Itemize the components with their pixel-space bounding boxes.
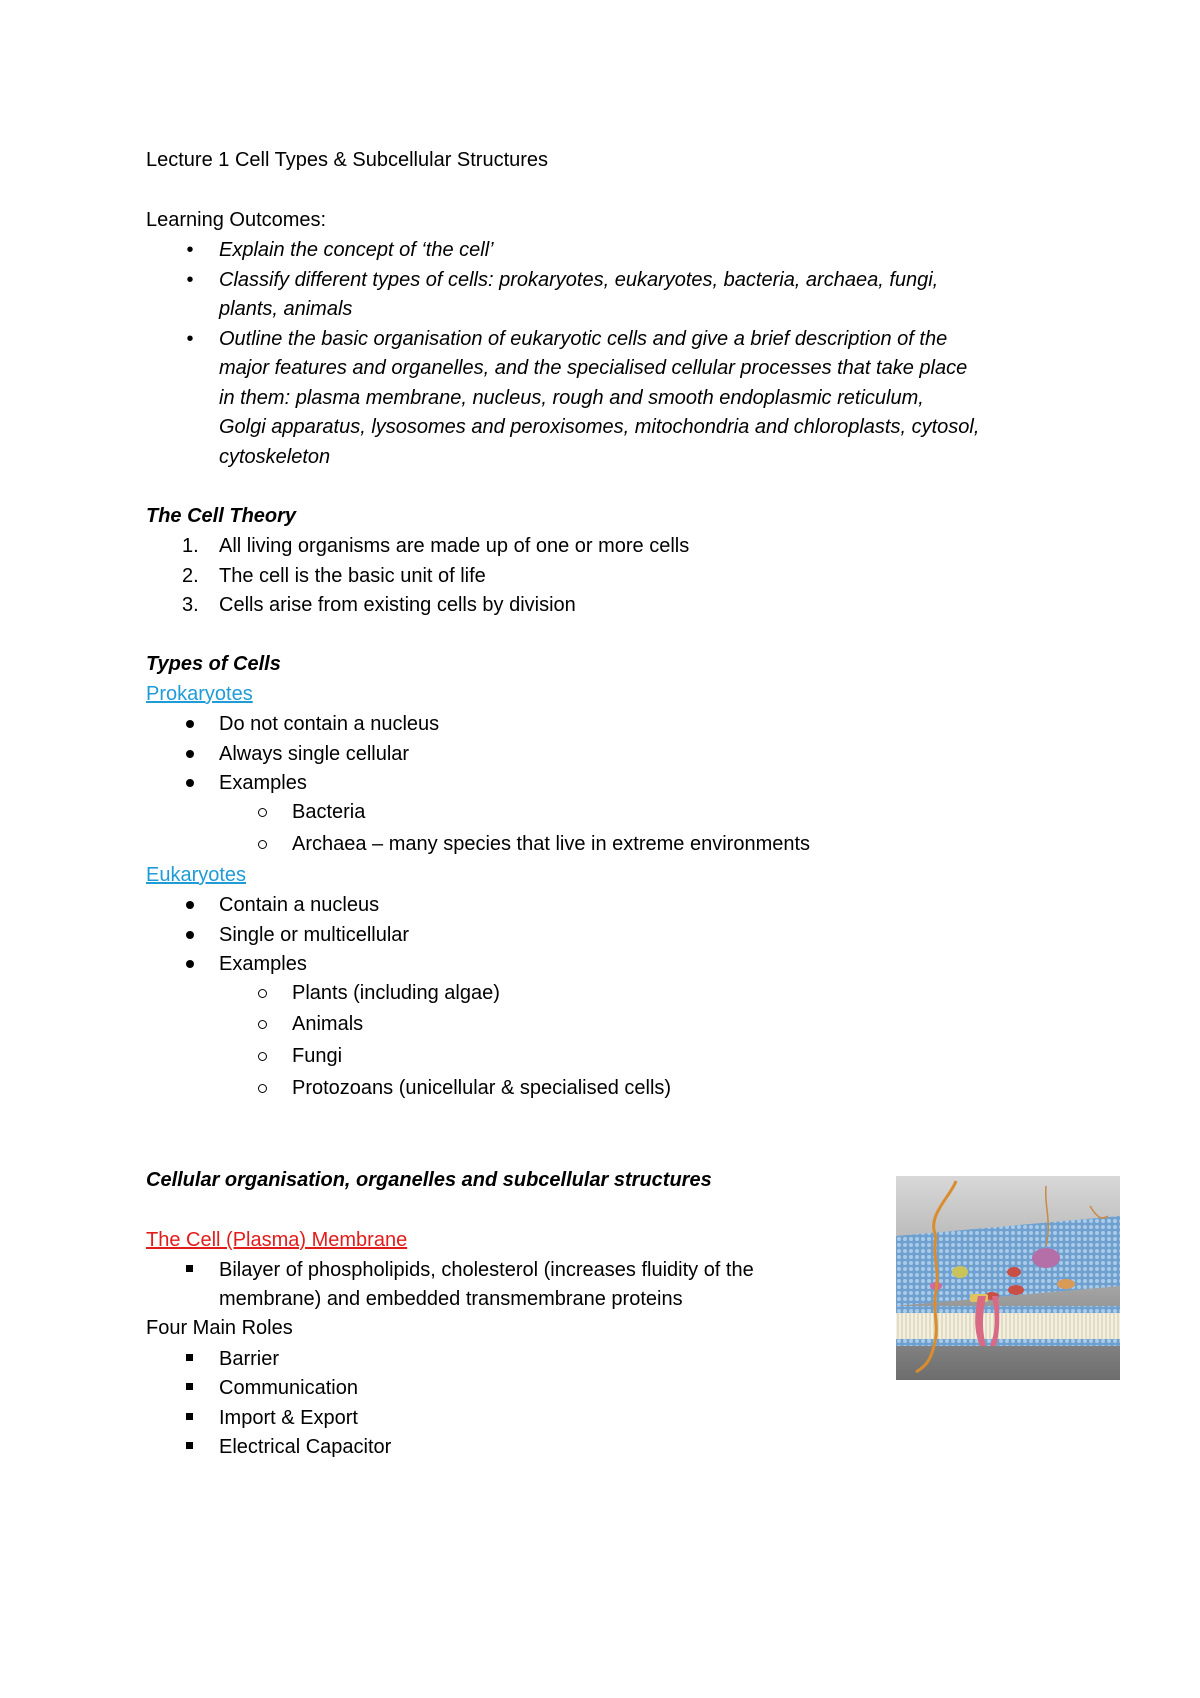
role-2: Communication [219,1377,358,1399]
eukaryotes-item-1: Contain a nucleus [219,894,380,916]
prokaryotes-heading: Prokaryotes [146,683,253,705]
bullet-marker: • [186,328,194,350]
bullet-dot [186,901,194,909]
outcome-3-line-5: cytoskeleton [219,446,331,468]
bullet-dot [186,720,194,728]
eukaryotes-heading: Eukaryotes [146,864,247,886]
organisation-heading: Cellular organisation, organelles and subcellular structures [146,1169,712,1191]
sub-bullet-circle [258,1020,267,1029]
eukaryotes-item-3: Examples [219,953,307,975]
roles-heading: Four Main Roles [146,1317,293,1339]
cell-theory-heading: The Cell Theory [146,505,297,527]
cell-theory-item-1: All living organisms are made up of one or more cells [219,535,690,557]
bullet-dot [186,931,194,939]
prokaryotes-example-2: Archaea – many species that live in extreme environments [292,833,811,855]
bullet-square [186,1442,193,1449]
bullet-square [186,1354,193,1361]
sub-bullet-circle [258,1052,267,1061]
outcome-3-line-2: major features and organelles, and the specialised cellular processes that take place [219,357,968,379]
eukaryotes-example-1: Plants (including algae) [292,982,500,1004]
sub-bullet-circle [258,840,267,849]
bullet-square [186,1265,193,1272]
cell-theory-item-3: Cells arise from existing cells by division [219,594,576,616]
cell-theory-item-2: The cell is the basic unit of life [219,565,486,587]
bullet-marker: • [186,269,194,291]
bullet-square [186,1413,193,1420]
prokaryotes-item-1: Do not contain a nucleus [219,713,440,735]
sub-bullet-circle [258,808,267,817]
bullet-marker: • [186,239,194,261]
outcome-2-line-2: plants, animals [219,298,353,320]
eukaryotes-example-4: Protozoans (unicellular & specialised cells) [292,1077,672,1099]
outcome-1-line-1: Explain the concept of ‘the cell’ [219,239,494,261]
bullet-dot [186,750,194,758]
page-title: Lecture 1 Cell Types & Subcellular Structures [146,149,549,171]
list-number: 2. [182,565,199,587]
membrane-bullet-line-2: membrane) and embedded transmembrane proteins [219,1288,683,1310]
role-4: Electrical Capacitor [219,1436,392,1458]
outcome-2-line-1: Classify different types of cells: prokaryotes, eukaryotes, bacteria, archaea, fungi, [219,269,939,291]
learning-outcomes-heading: Learning Outcomes: [146,209,327,231]
prokaryotes-item-3: Examples [219,772,307,794]
membrane-heading: The Cell (Plasma) Membrane [146,1229,408,1251]
role-3: Import & Export [219,1407,358,1429]
bullet-dot [186,779,194,787]
prokaryotes-example-1: Bacteria [292,801,366,823]
list-number: 1. [182,535,199,557]
membrane-drawing [896,1176,1120,1380]
eukaryotes-example-3: Fungi [292,1045,343,1067]
eukaryotes-item-2: Single or multicellular [219,924,410,946]
outcome-3-line-1: Outline the basic organisation of eukaryotic cells and give a brief description of the [219,328,948,350]
outcome-3-line-4: Golgi apparatus, lysosomes and peroxisomes, mitochondria and chloroplasts, cytosol, [219,416,980,438]
sub-bullet-circle [258,1084,267,1093]
prokaryotes-item-2: Always single cellular [219,743,410,765]
cell-membrane-illustration [896,1176,1120,1380]
list-number: 3. [182,594,199,616]
membrane-bullet-line-1: Bilayer of phospholipids, cholesterol (increases fluidity of the [219,1259,754,1281]
bullet-dot [186,960,194,968]
types-of-cells-heading: Types of Cells [146,653,281,675]
sub-bullet-circle [258,989,267,998]
eukaryotes-example-2: Animals [292,1013,364,1035]
bullet-square [186,1383,193,1390]
role-1: Barrier [219,1348,280,1370]
outcome-3-line-3: in them: plasma membrane, nucleus, rough and smooth endoplasmic reticulum, [219,387,924,409]
